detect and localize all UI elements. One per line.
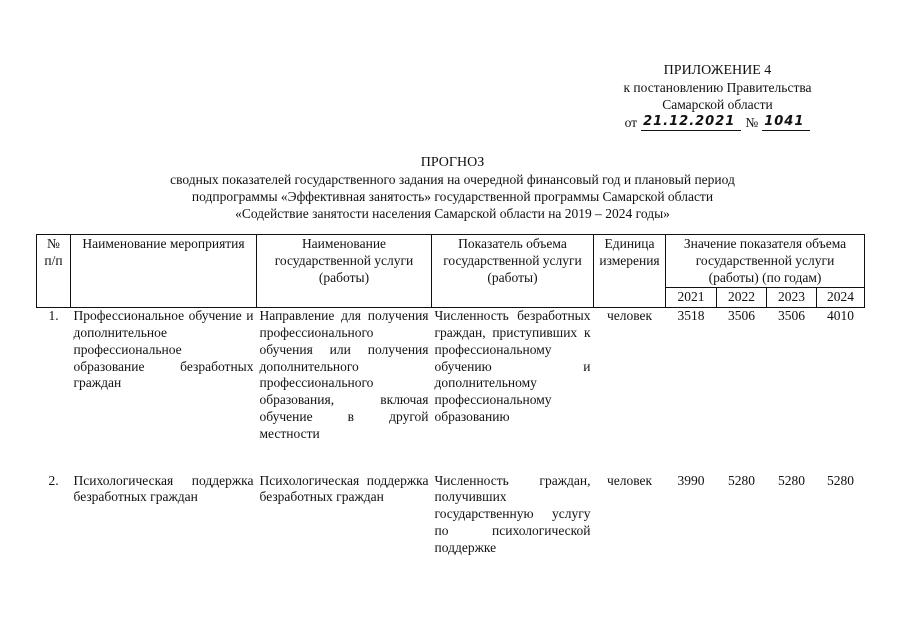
row-value-2023: 5280 <box>778 472 805 488</box>
row-unit: человек <box>606 472 653 488</box>
row-value-2022: 3506 <box>728 308 755 324</box>
forecast-table <box>36 234 865 557</box>
row-value-2024: 4010 <box>827 308 855 324</box>
appendix-line-2: Самарской области <box>662 97 773 112</box>
title-main: ПРОГНОЗ <box>420 155 485 170</box>
row-service: Психологическая поддержка безработных граждан <box>259 472 429 505</box>
row-service: Направление для получения профессионального обучения или получения дополнительного профессионального образования, включая обучение в другой местности <box>259 308 429 441</box>
row-num: 2. <box>48 472 59 488</box>
appendix-heading: ПРИЛОЖЕНИЕ 4 <box>663 63 772 78</box>
row-event: Профессиональное обучение и дополнительное профессиональное образование безработных граждан <box>73 308 254 391</box>
row-unit: человек <box>606 308 653 324</box>
title-line-1: сводных показателей государственного задания на очередной финансовый год и плановый период <box>170 172 735 187</box>
row-value-2024: 5280 <box>827 472 855 488</box>
year-2023: 2023 <box>767 288 817 308</box>
header-event: Наименование мероприятия <box>71 235 257 308</box>
date-prefix: от <box>624 115 638 130</box>
row-indicator: Численность граждан, получивших государственную услугу по психологической поддержке <box>434 472 591 555</box>
header-value: Значение показателя объема государственной услуги (работы) (по годам) <box>666 235 865 288</box>
header-unit: Единица измерения <box>594 235 666 308</box>
table-header-row <box>37 235 865 288</box>
row-value-2023: 3506 <box>778 308 805 324</box>
appendix-dateline <box>610 113 825 131</box>
table-row <box>37 473 865 557</box>
row-num: 1. <box>48 308 59 324</box>
row-event: Психологическая поддержка безработных граждан <box>73 472 254 505</box>
row-value-2021: 3990 <box>677 472 705 488</box>
title-line-2: подпрограммы «Эффективная занятость» государственной программы Самарской области <box>191 189 714 204</box>
title-line-3: «Содействие занятости населения Самарской области на 2019 – 2024 годы» <box>235 206 670 221</box>
header-num: № п/п <box>37 235 71 308</box>
header-indicator: Показатель объема государственной услуги (работы) <box>432 235 594 308</box>
date-value: 21.12.2021 <box>641 113 741 131</box>
header-service: Наименование государственной услуги (работы) <box>257 235 432 308</box>
table-row <box>37 308 865 473</box>
number-value: 1041 <box>762 113 810 131</box>
year-2021: 2021 <box>666 288 717 308</box>
year-2024: 2024 <box>817 288 865 308</box>
row-value-2021: 3518 <box>677 308 705 324</box>
document-title <box>0 154 905 222</box>
appendix-line-1: к постановлению Правительства <box>623 80 812 95</box>
number-prefix: № <box>745 115 759 130</box>
row-indicator: Численность безработных граждан, приступивших к профессиональному обучению и дополнительному профессиональному образованию <box>434 308 591 424</box>
year-2022: 2022 <box>717 288 767 308</box>
row-value-2022: 5280 <box>728 472 755 488</box>
appendix-block <box>610 62 825 131</box>
